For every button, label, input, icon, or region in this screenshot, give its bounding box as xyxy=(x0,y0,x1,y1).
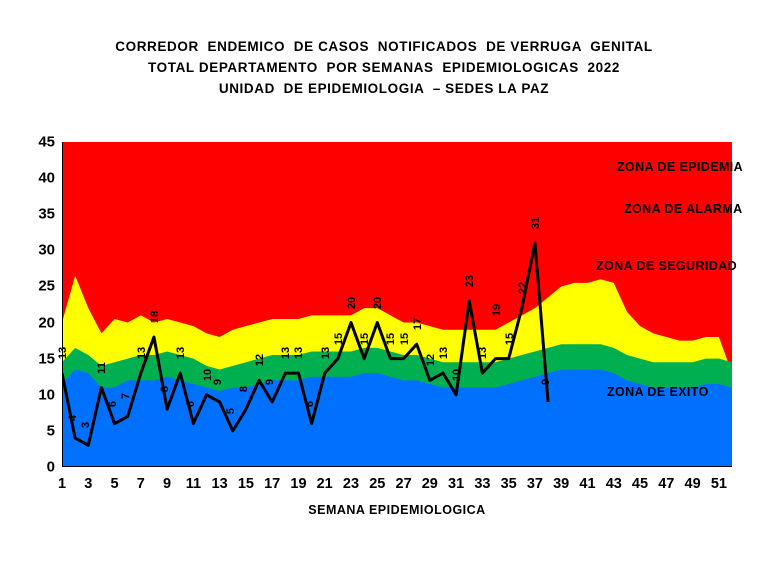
zona-exito-label: ZONA DE EXITO xyxy=(607,385,709,399)
y-tick-label: 30 xyxy=(38,241,55,259)
x-tick-label: 3 xyxy=(84,476,93,492)
x-tick-label: 49 xyxy=(684,476,701,492)
x-tick-label: 9 xyxy=(163,476,172,492)
data-point-label: 13 xyxy=(477,346,490,360)
x-tick-label: 35 xyxy=(500,476,517,492)
y-tick-label: 20 xyxy=(38,314,55,332)
y-tick-label: 45 xyxy=(38,133,55,151)
data-point-label: 10 xyxy=(201,368,214,381)
data-point-label: 17 xyxy=(411,318,424,331)
x-tick-label: 31 xyxy=(448,476,465,492)
data-point-label: 13 xyxy=(438,346,451,360)
x-tick-label: 5 xyxy=(110,476,119,492)
title-line-1: CORREDOR ENDEMICO DE CASOS NOTIFICADOS DE VERRUGA GENITAL xyxy=(115,39,653,54)
x-tick-label: 33 xyxy=(474,476,491,492)
data-point-label: 12 xyxy=(254,354,267,367)
data-point-label: 13 xyxy=(293,346,306,360)
zona-alarma-label: ZONA DE ALARMA xyxy=(624,202,743,216)
data-point-label: 18 xyxy=(149,310,162,324)
data-point-label: 6 xyxy=(106,400,119,407)
x-tick-label: 19 xyxy=(290,476,307,492)
zona-epidemia-label: ZONA DE EPIDEMIA xyxy=(617,160,744,174)
data-point-label: 8 xyxy=(237,386,250,393)
x-tick-label: 23 xyxy=(342,476,360,492)
data-point-label: 9 xyxy=(211,378,224,386)
x-tick-label: 17 xyxy=(264,476,281,492)
data-point-label: 15 xyxy=(385,332,398,345)
data-point-label: 15 xyxy=(398,332,411,345)
data-point-label: 6 xyxy=(185,400,198,407)
y-tick-label: 40 xyxy=(38,169,55,187)
x-tick-label: 7 xyxy=(136,476,145,492)
data-point-label: 13 xyxy=(280,346,293,360)
x-tick-label: 39 xyxy=(553,476,570,492)
x-tick-label: 1 xyxy=(57,476,67,492)
x-tick-label: 13 xyxy=(211,476,228,492)
y-tick-label: 10 xyxy=(38,386,55,404)
data-point-label: 20 xyxy=(346,296,359,309)
data-point-label: 7 xyxy=(119,393,132,400)
x-tick-label: 37 xyxy=(526,476,543,492)
x-tick-label: 41 xyxy=(579,476,596,492)
data-point-label: 10 xyxy=(451,368,464,381)
data-point-label: 13 xyxy=(175,346,188,360)
x-tick-label: 51 xyxy=(710,476,727,492)
data-point-label: 5 xyxy=(224,407,237,414)
x-axis-title: SEMANA EPIDEMIOLOGICA xyxy=(308,503,486,517)
title-line-2: TOTAL DEPARTAMENTO POR SEMANAS EPIDEMIOLOGICAS 2022 xyxy=(148,60,620,75)
y-tick-label: 5 xyxy=(46,422,55,440)
plot-area xyxy=(38,133,744,517)
x-tick-label: 27 xyxy=(395,476,412,492)
x-tick-label: 11 xyxy=(185,476,202,492)
data-point-label: 15 xyxy=(503,332,516,345)
x-tick-label: 43 xyxy=(605,476,622,492)
data-point-label: 9 xyxy=(540,378,553,386)
zona-seguridad-label: ZONA DE SEGURIDAD xyxy=(596,259,738,273)
y-tick-label: 35 xyxy=(38,205,55,223)
data-point-label: 12 xyxy=(424,354,437,367)
data-point-label: 31 xyxy=(530,216,543,230)
x-tick-label: 47 xyxy=(658,476,675,492)
data-point-label: 13 xyxy=(57,346,70,360)
data-point-label: 19 xyxy=(490,303,503,316)
x-tick-label: 21 xyxy=(316,476,333,492)
data-point-label: 8 xyxy=(159,386,172,393)
data-point-label: 13 xyxy=(319,346,332,360)
data-point-label: 9 xyxy=(264,378,277,386)
data-point-label: 15 xyxy=(359,332,372,345)
x-tick-label: 15 xyxy=(237,476,254,492)
data-point-label: 13 xyxy=(135,346,148,360)
data-point-label: 20 xyxy=(372,296,385,309)
data-point-label: 11 xyxy=(96,361,109,374)
data-point-label: 22 xyxy=(516,281,529,295)
y-tick-label: 0 xyxy=(46,458,55,476)
x-tick-label: 45 xyxy=(631,476,649,492)
data-point-label: 4 xyxy=(67,415,80,422)
chart-svg xyxy=(62,142,732,467)
x-tick-label: 29 xyxy=(421,476,438,492)
chart-title xyxy=(0,36,768,99)
x-tick-label: 25 xyxy=(369,476,386,492)
y-tick-label: 25 xyxy=(38,277,55,295)
data-point-label: 15 xyxy=(333,332,345,345)
title-line-3: UNIDAD DE EPIDEMIOLOGIA – SEDES LA PAZ xyxy=(218,81,550,96)
data-point-label: 6 xyxy=(303,400,316,407)
data-point-label: 23 xyxy=(464,274,477,287)
data-point-label: 3 xyxy=(80,422,93,429)
y-tick-label: 15 xyxy=(38,350,55,368)
